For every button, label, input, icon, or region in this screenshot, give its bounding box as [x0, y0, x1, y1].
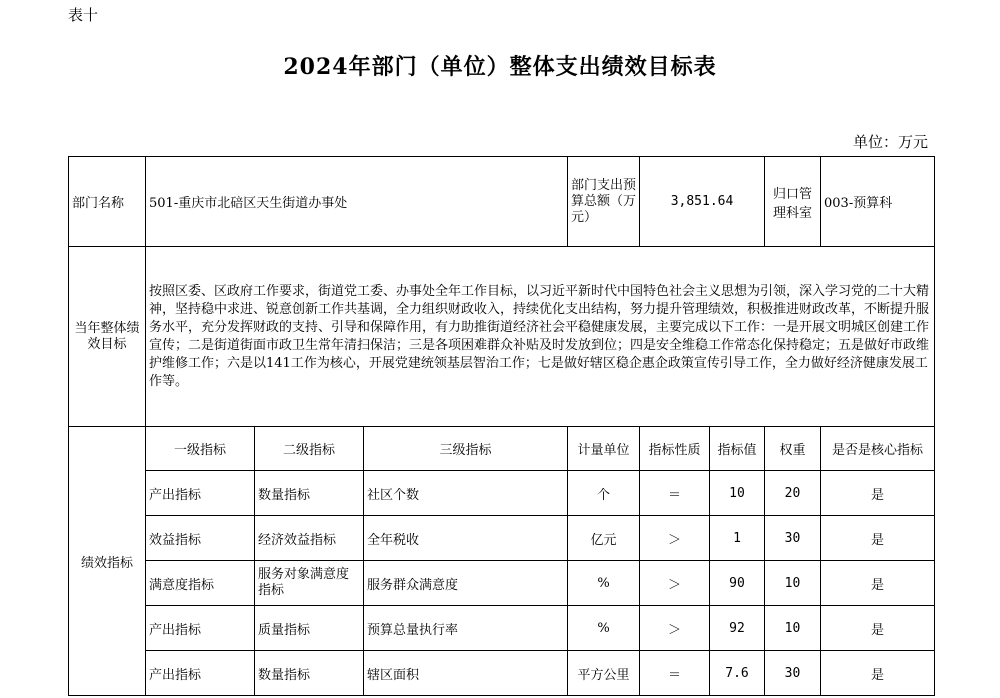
header-unit: 计量单位 — [568, 427, 640, 471]
row-weight: 10 — [765, 561, 821, 606]
header-value: 指标值 — [710, 427, 765, 471]
row-level2: 服务对象满意度指标 — [255, 561, 364, 606]
row-core: 是 — [821, 651, 935, 696]
table-row — [69, 516, 935, 561]
row-nature: ＞ — [640, 606, 710, 651]
table-row — [69, 471, 935, 516]
row-core: 是 — [821, 516, 935, 561]
row-level3: 预算总量执行率 — [364, 606, 568, 651]
table-row — [69, 651, 935, 696]
row-level1: 产出指标 — [146, 471, 255, 516]
goal-row — [69, 247, 935, 427]
row-nature: ＝ — [640, 471, 710, 516]
row-nature: ＞ — [640, 516, 710, 561]
dept-name-value: 501-重庆市北碚区天生街道办事处 — [146, 157, 568, 247]
budget-total-label: 部门支出预算总额（万元） — [568, 157, 640, 247]
row-value: 92 — [710, 606, 765, 651]
page-title: 2024年部门（单位）整体支出绩效目标表 — [283, 54, 717, 80]
row-value: 90 — [710, 561, 765, 606]
row-core: 是 — [821, 561, 935, 606]
dept-name-label: 部门名称 — [69, 157, 146, 247]
row-level1: 效益指标 — [146, 516, 255, 561]
row-weight: 20 — [765, 471, 821, 516]
unit-label: 单位：万元 — [852, 133, 928, 151]
performance-target-table — [68, 156, 935, 696]
indicator-header-row — [69, 427, 935, 471]
row-level3: 全年税收 — [364, 516, 568, 561]
header-nature: 指标性质 — [640, 427, 710, 471]
row-unit: 亿元 — [568, 516, 640, 561]
row-unit: % — [568, 561, 640, 606]
row-level1: 产出指标 — [146, 606, 255, 651]
row-unit: 个 — [568, 471, 640, 516]
header-level1: 一级指标 — [146, 427, 255, 471]
header-weight: 权重 — [765, 427, 821, 471]
row-core: 是 — [821, 606, 935, 651]
row-level2: 数量指标 — [255, 471, 364, 516]
annual-goal-text: 按照区委、区政府工作要求，街道党工委、办事处全年工作目标，以习近平新时代中国特色社会主义思想为引领，深入学习党的二十大精神，坚持稳中求进、锐意创新工作共基调，全力组织财政收入，持续优化支出结构，努力提升管理绩效，积极推进财政改革，不断提升服务水平，充分发挥财政的支持、引导和保障作用，有力助推街道经济社会平稳健康发展，主要完成以下工作：一是开展文明城区创建工作宣传；二是街道街面市政卫生常年清扫保洁；三是各项困难群众补贴及时发放到位；四是安全维稳工作常态化保持稳定；五是做好市政维护维修工作；六是以141工作为核心，开展党建统领基层智治工作；七是做好辖区稳企惠企政策宣传引导工作，全力做好经济健康发展工作等。 — [146, 247, 935, 427]
row-level2: 经济效益指标 — [255, 516, 364, 561]
row-value: 7.6 — [710, 651, 765, 696]
table-row — [69, 561, 935, 606]
info-row — [69, 157, 935, 247]
row-level2: 质量指标 — [255, 606, 364, 651]
row-weight: 30 — [765, 651, 821, 696]
row-nature: ＞ — [640, 561, 710, 606]
office-value: 003-预算科 — [821, 157, 935, 247]
row-core: 是 — [821, 471, 935, 516]
row-level1: 产出指标 — [146, 651, 255, 696]
row-weight: 10 — [765, 606, 821, 651]
row-unit: % — [568, 606, 640, 651]
table-row — [69, 606, 935, 651]
header-level3: 三级指标 — [364, 427, 568, 471]
row-level2: 数量指标 — [255, 651, 364, 696]
row-level3: 社区个数 — [364, 471, 568, 516]
row-level3: 服务群众满意度 — [364, 561, 568, 606]
row-level3: 辖区面积 — [364, 651, 568, 696]
header-core: 是否是核心指标 — [821, 427, 935, 471]
row-nature: ＝ — [640, 651, 710, 696]
row-level1: 满意度指标 — [146, 561, 255, 606]
budget-total-value: 3,851.64 — [640, 157, 765, 247]
indicators-section-label: 绩效指标 — [69, 427, 146, 696]
header-level2: 二级指标 — [255, 427, 364, 471]
annual-goal-label: 当年整体绩效目标 — [69, 247, 146, 427]
row-unit: 平方公里 — [568, 651, 640, 696]
row-weight: 30 — [765, 516, 821, 561]
row-value: 1 — [710, 516, 765, 561]
row-value: 10 — [710, 471, 765, 516]
table-number-label: 表十 — [68, 6, 99, 24]
office-label: 归口管理科室 — [765, 157, 821, 247]
